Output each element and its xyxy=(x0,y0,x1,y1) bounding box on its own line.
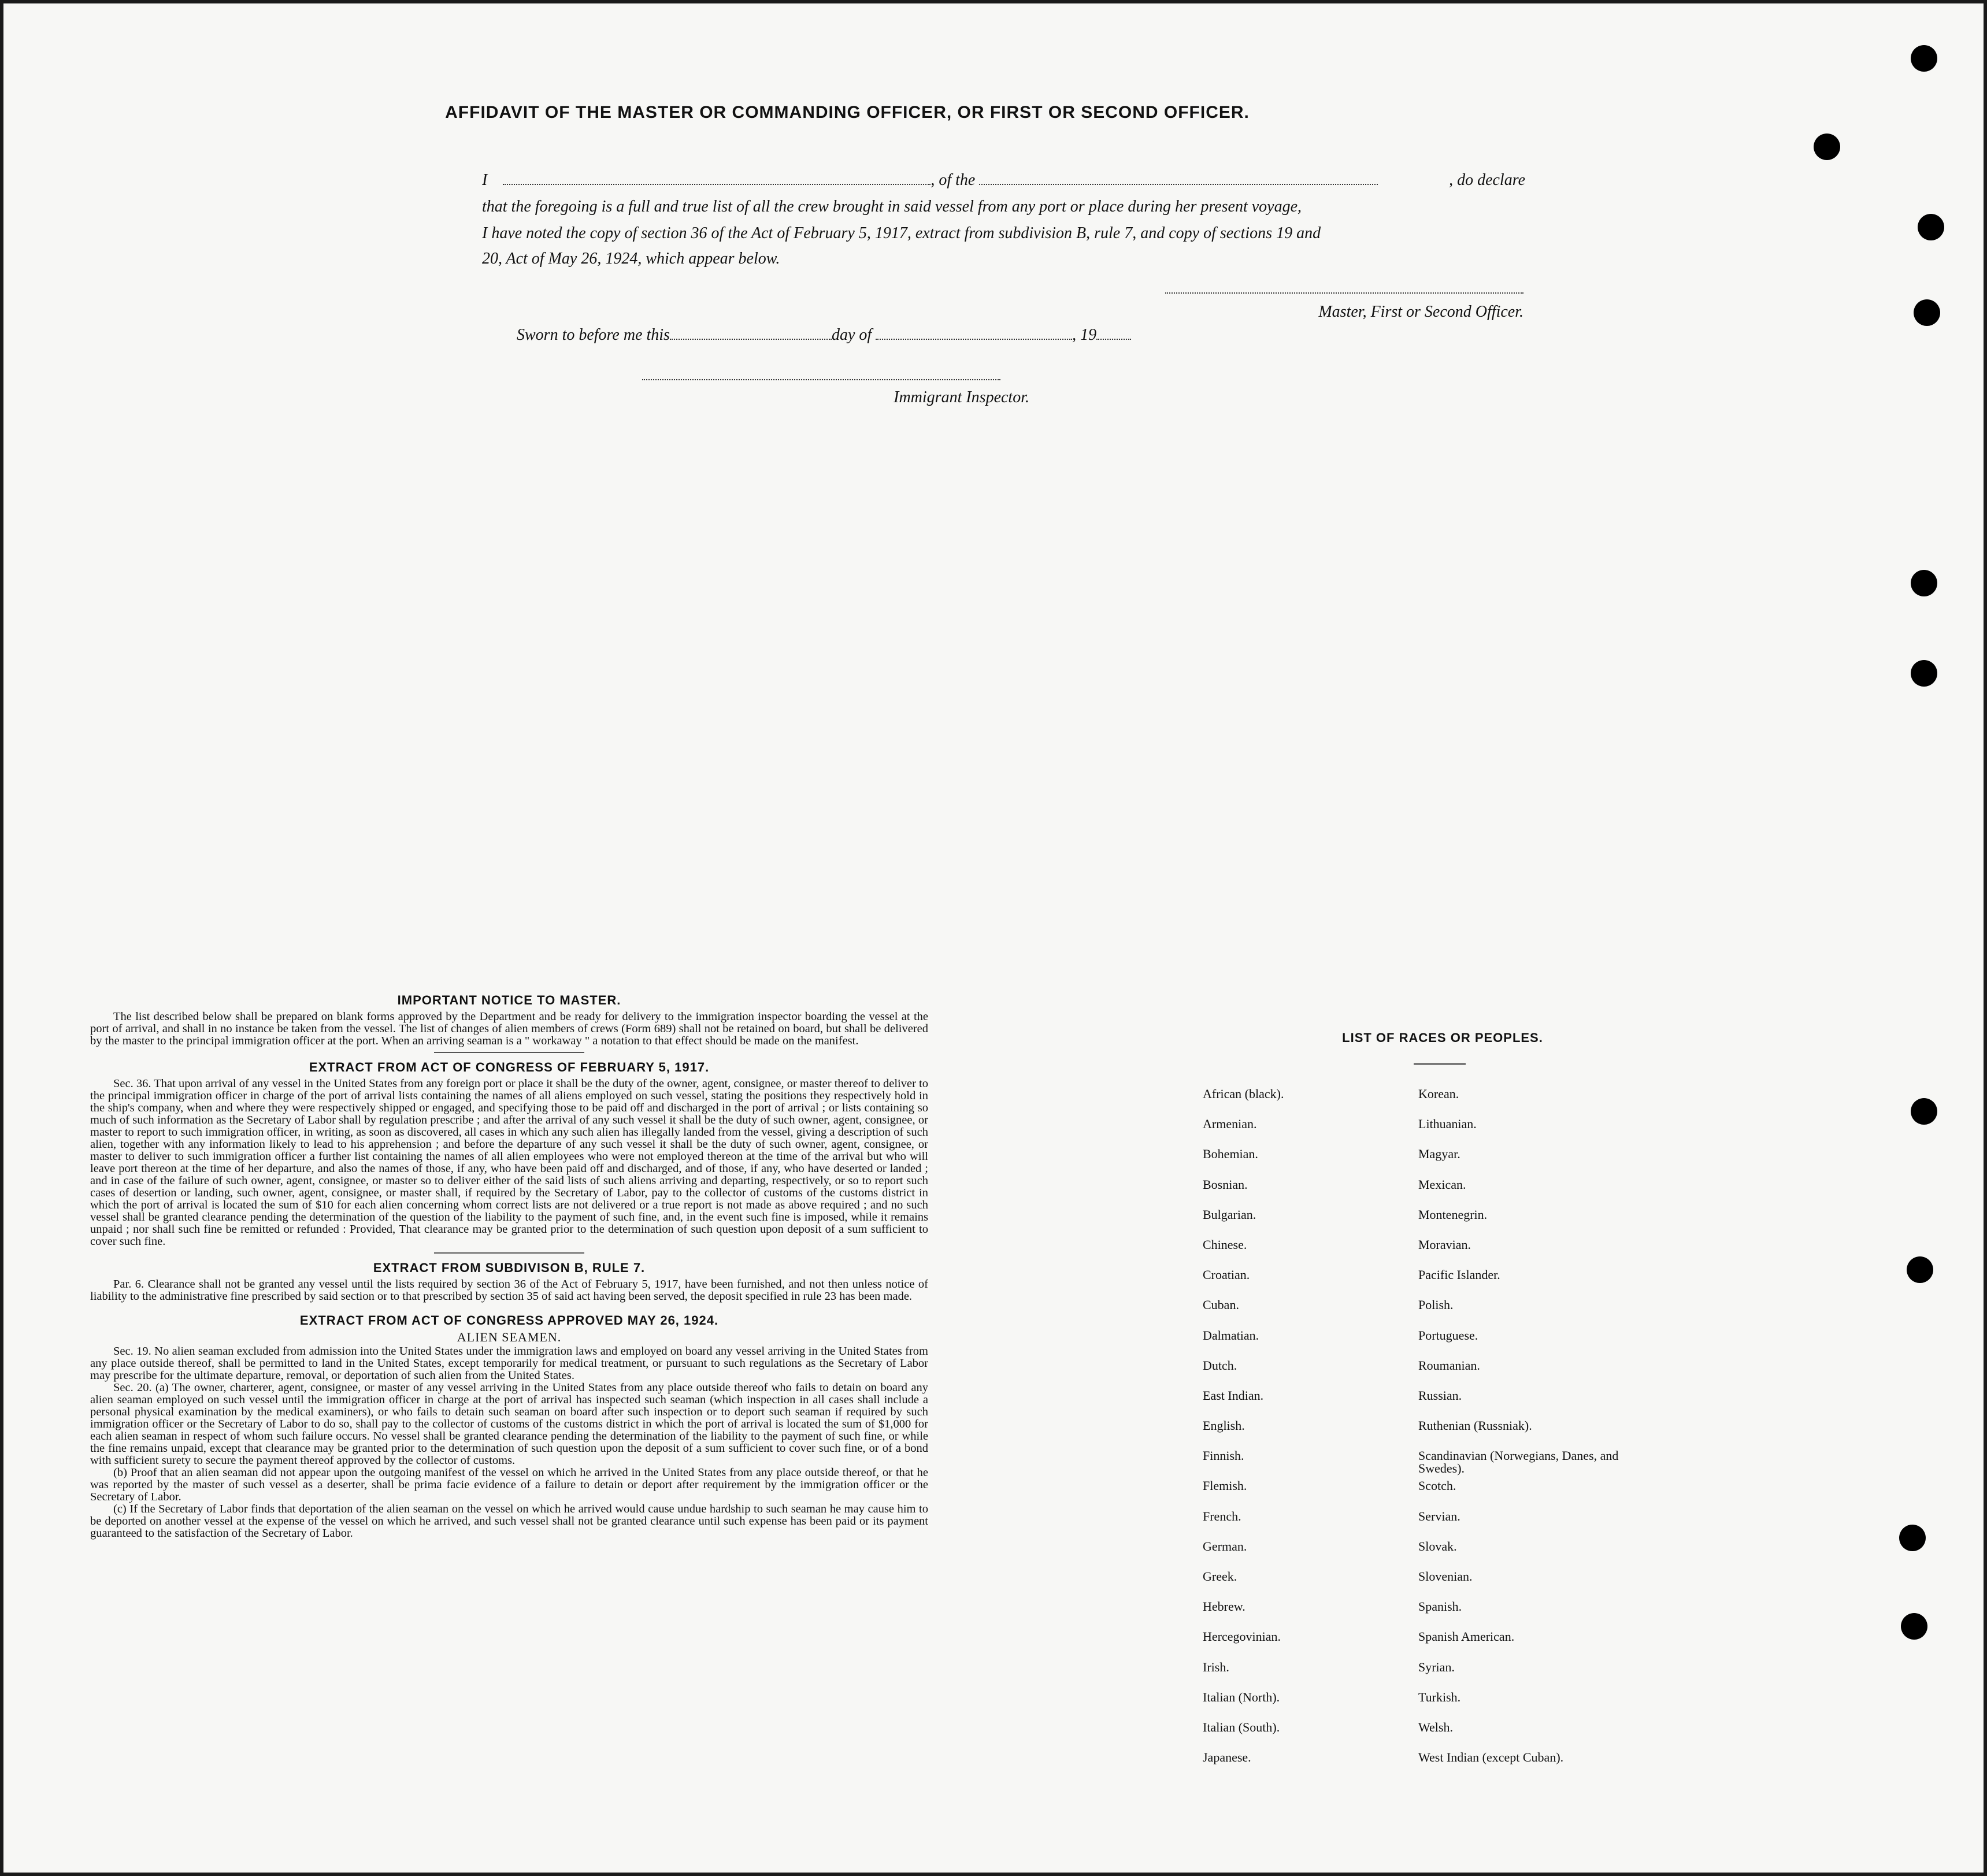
race-item: Slovenian. xyxy=(1418,1569,1473,1584)
race-item: Chinese. xyxy=(1203,1237,1247,1252)
race-item: Hebrew. xyxy=(1203,1599,1245,1614)
notice-block xyxy=(90,986,928,1540)
race-item: Bosnian. xyxy=(1203,1177,1248,1192)
race-item: Croatian. xyxy=(1203,1267,1250,1282)
race-item: Spanish. xyxy=(1418,1599,1462,1614)
year-prefix: , 19 xyxy=(1072,326,1097,344)
races-right-column xyxy=(1418,1088,1667,1781)
race-item: Portuguese. xyxy=(1418,1328,1478,1343)
master-label: Master, First or Second Officer. xyxy=(1318,303,1523,321)
race-item: Roumanian. xyxy=(1418,1358,1480,1373)
binder-hole xyxy=(1911,1098,1937,1125)
race-item: Bohemian. xyxy=(1203,1147,1258,1162)
binder-hole xyxy=(1907,1256,1933,1283)
race-item: Finnish. xyxy=(1203,1448,1244,1463)
notice-text: The list described below shall be prepared on blank forms approved by the Department and be ready for delivery to the immigration inspector boarding the vessel at the port of arrival, and shall in no instance be taken from the vessel. The list of changes of alien members of crews (Form 689) shall not be retained on board, but shall be delivered by the master to the principal immigration officer at the port. When an arriving seaman is a " workaway " a notation to that effect should be made on the manifest. xyxy=(90,1010,928,1047)
binder-hole xyxy=(1911,570,1937,596)
sec-20b-text: (b) Proof that an alien seaman did not appear upon the outgoing manifest of the vessel on which he arrived in the United States from any place outside thereof, or that he was reported by the master of such vessel as a deserter, shall be prima facie evidence of a failure to detain or deport after requirement by the immigration officer or the Secretary of Labor. xyxy=(90,1466,928,1503)
race-item: Italian (North). xyxy=(1203,1689,1280,1704)
race-item: Korean. xyxy=(1418,1087,1459,1101)
race-item: French. xyxy=(1203,1508,1241,1523)
sworn-line xyxy=(517,326,1131,344)
sworn-year-field[interactable] xyxy=(1096,326,1131,340)
sworn-month-field[interactable] xyxy=(876,326,1072,340)
race-item: Italian (South). xyxy=(1203,1719,1280,1734)
race-item: Irish. xyxy=(1203,1659,1229,1674)
extract-1924-title: EXTRACT FROM ACT OF CONGRESS APPROVED MAY 26, 1924. xyxy=(299,1313,719,1328)
races-left-column xyxy=(1203,1088,1411,1781)
binder-hole xyxy=(1914,299,1940,326)
race-item: Flemish. xyxy=(1203,1478,1247,1493)
binder-hole xyxy=(1814,134,1840,160)
inspector-label: Immigrant Inspector. xyxy=(894,388,1029,406)
race-item: African (black). xyxy=(1203,1087,1284,1101)
race-item: Armenian. xyxy=(1203,1117,1257,1132)
race-item: East Indian. xyxy=(1203,1388,1264,1403)
race-item: German. xyxy=(1203,1538,1247,1554)
race-item: Scotch. xyxy=(1418,1478,1456,1493)
race-item: Syrian. xyxy=(1418,1659,1455,1674)
race-item: Magyar. xyxy=(1418,1147,1460,1162)
race-item: Ruthenian (Russniak). xyxy=(1418,1418,1532,1433)
alien-seamen-subtitle: ALIEN SEAMEN. xyxy=(457,1330,562,1344)
race-item: Dalmatian. xyxy=(1203,1328,1259,1343)
race-item: English. xyxy=(1203,1418,1245,1433)
binder-hole xyxy=(1918,214,1944,240)
race-item: Montenegrin. xyxy=(1418,1207,1488,1222)
master-signature-line[interactable] xyxy=(1165,292,1523,294)
race-item: West Indian (except Cuban). xyxy=(1418,1750,1564,1765)
race-item: Lithuanian. xyxy=(1418,1117,1477,1132)
inspector-signature-line[interactable] xyxy=(642,379,1000,380)
race-item: Dutch. xyxy=(1203,1358,1237,1373)
binder-hole xyxy=(1911,45,1937,72)
divider xyxy=(434,1252,584,1254)
race-item: Pacific Islander. xyxy=(1418,1267,1500,1282)
affidavit-line-2: that the foregoing is a full and true list of all the crew brought in said vessel from any port or place during her present voyage, xyxy=(482,198,1302,216)
race-item: Bulgarian. xyxy=(1203,1207,1256,1222)
race-item: Greek. xyxy=(1203,1569,1237,1584)
races-title-rule xyxy=(1414,1063,1466,1065)
affidavit-line-1 xyxy=(482,171,1525,190)
affidavit-line-3: I have noted the copy of section 36 of the Act of February 5, 1917, extract from subdivision B, rule 7, and copy of sections 19 and xyxy=(482,224,1321,242)
name-field[interactable] xyxy=(503,171,931,185)
affidavit-of-the: , of the xyxy=(931,171,976,189)
sworn-label: Sworn to before me this xyxy=(517,326,670,344)
affidavit-line-4: 20, Act of May 26, 1924, which appear below. xyxy=(482,250,780,268)
rule-7-title: EXTRACT FROM SUBDIVISON B, RULE 7. xyxy=(373,1260,646,1275)
races-title: LIST OF RACES OR PEOPLES. xyxy=(1342,1030,1543,1045)
sec-20c-text: (c) If the Secretary of Labor finds that deportation of the alien seaman on the vessel on which he arrived would cause undue hardship to such seaman he may cause him to be deported on another vessel at the expense of the vessel on which he arrived, and such vessel shall not be granted clearance until such expense has been paid or its payment guaranteed to the satisfaction of the Secretary of Labor. xyxy=(90,1503,928,1540)
race-item: Hercegovinian. xyxy=(1203,1629,1281,1644)
race-item: Slovak. xyxy=(1418,1538,1457,1554)
race-item: Spanish American. xyxy=(1418,1629,1515,1644)
sworn-day-field[interactable] xyxy=(670,326,832,340)
race-item: Scandinavian (Norwegians, Danes, and Swedes). xyxy=(1418,1448,1619,1476)
sec-20a-text: Sec. 20. (a) The owner, charterer, agent, consignee, or master of any vessel arriving in the United States from any place outside thereof who fails to detain on board any alien seaman employed on such vessel until the immigration officer in charge at the port of arrival has inspected such seaman (which inspection in all cases shall include a personal physical examination by the medical examiners), or who fails to detain such seaman on board after such inspection or to deport such seaman if required by such immigration officer or the Secretary of Labor to do so, shall pay to the collector of customs of the customs district in which the port of arrival is located the sum of $1,000 for each alien seaman in respect of whom such failure occurs. No vessel shall be granted clearance pending the determination of the liability to the payment of such fine, or while the fine remains unpaid, except that clearance may be granted prior to the determination of such question upon the deposit of a sum sufficient to cover such fine, or of a bond with sufficient surety to secure the payment thereof approved by the collector of customs. xyxy=(90,1381,928,1467)
affidavit-i-label: I xyxy=(482,171,488,189)
vessel-field[interactable] xyxy=(979,171,1378,185)
extract-1917-title: EXTRACT FROM ACT OF CONGRESS OF FEBRUARY 5, 1917. xyxy=(309,1060,710,1074)
race-item: Cuban. xyxy=(1203,1297,1239,1313)
sec-19-text: Sec. 19. No alien seaman excluded from admission into the United States under the immigration laws and employed on board any vessel arriving in the United States from any place outside thereof, shall be permitted to land in the United States, except temporarily for medical treatment, or pursuant to such regulations as the Secretary of Labor may prescribe for the ultimate departure, removal, or deportation of such alien from the United States. xyxy=(90,1345,928,1382)
race-item: Japanese. xyxy=(1203,1750,1251,1765)
day-of-label: day of xyxy=(831,326,872,344)
race-item: Moravian. xyxy=(1418,1237,1471,1252)
race-item: Turkish. xyxy=(1418,1689,1461,1704)
divider xyxy=(434,1052,584,1053)
race-item: Welsh. xyxy=(1418,1719,1453,1734)
rule-7-text: Par. 6. Clearance shall not be granted any vessel until the lists required by section 36 of the Act of February 5, 1917, have been furnished, and not then unless notice of liability to the administrative fine prescribed by said section or to that prescribed by section 35 of said act having been served, the deposit specified in rule 23 has been made. xyxy=(90,1278,928,1303)
race-item: Russian. xyxy=(1418,1388,1462,1403)
affidavit-do-declare: , do declare xyxy=(1449,171,1525,189)
binder-hole xyxy=(1899,1525,1926,1551)
affidavit-title: AFFIDAVIT OF THE MASTER OR COMMANDING OFFICER, OR FIRST OR SECOND OFFICER. xyxy=(445,103,1250,122)
binder-hole xyxy=(1901,1613,1927,1640)
extract-1917-text: Sec. 36. That upon arrival of any vessel in the United States from any foreign port or place it shall be the duty of the owner, agent, consignee, or master thereof to deliver to the principal immigration officer in charge of the port of arrival lists containing the names of all aliens employed on such vessel, stating the positions they respectively hold in the ship's company, when and where they were respectively shipped or engaged, and specifying those to be paid off and discharged in the port of arrival ; or lists containing so much of such information as the Secretary of Labor shall by regulation prescribe ; and after the arrival of any such vessel it shall be the duty of such owner, agent, consignee, or master to report to such immigration officer, in writing, as soon as discovered, all cases in which any such alien has illegally landed from the vessel, giving a description of such alien, together with any information likely to lead to his apprehension ; and before the departure of any such vessel it shall be the duty of such owner, agent, consignee, or master to deliver to such immigration officer a further list containing the names of all alien employees who were not employed thereon at the time of the arrival but who will leave port thereon at the time of her departure, and also the names of those, if any, who have been paid off and discharged, and of those, if any, who have deserted or landed ; and in case of the failure of such owner, agent, consignee, or master so to deliver either of the said lists of such aliens arriving and departing, respectively, or so to report such cases of desertion or landing, such owner, agent, consignee, or master shall, if required by the Secretary of Labor, pay to the collector of customs of the customs district in which the port of arrival is located the sum of $10 for each alien concerning whom correct lists are not delivered or a true report is not made as above required ; and no such vessel shall be granted clearance pending the determination of the question of the liability to the payment of such fine, and, in the event such fine is imposed, while it remains unpaid ; nor shall such fine be remitted or refunded : Provided, That clearance may be granted prior to the determination of such question upon deposit of a sum sufficient to cover such fine. xyxy=(90,1077,928,1248)
binder-hole xyxy=(1911,660,1937,687)
notice-title: IMPORTANT NOTICE TO MASTER. xyxy=(397,993,621,1007)
race-item: Polish. xyxy=(1418,1297,1454,1313)
race-item: Mexican. xyxy=(1418,1177,1466,1192)
race-item: Servian. xyxy=(1418,1508,1460,1523)
